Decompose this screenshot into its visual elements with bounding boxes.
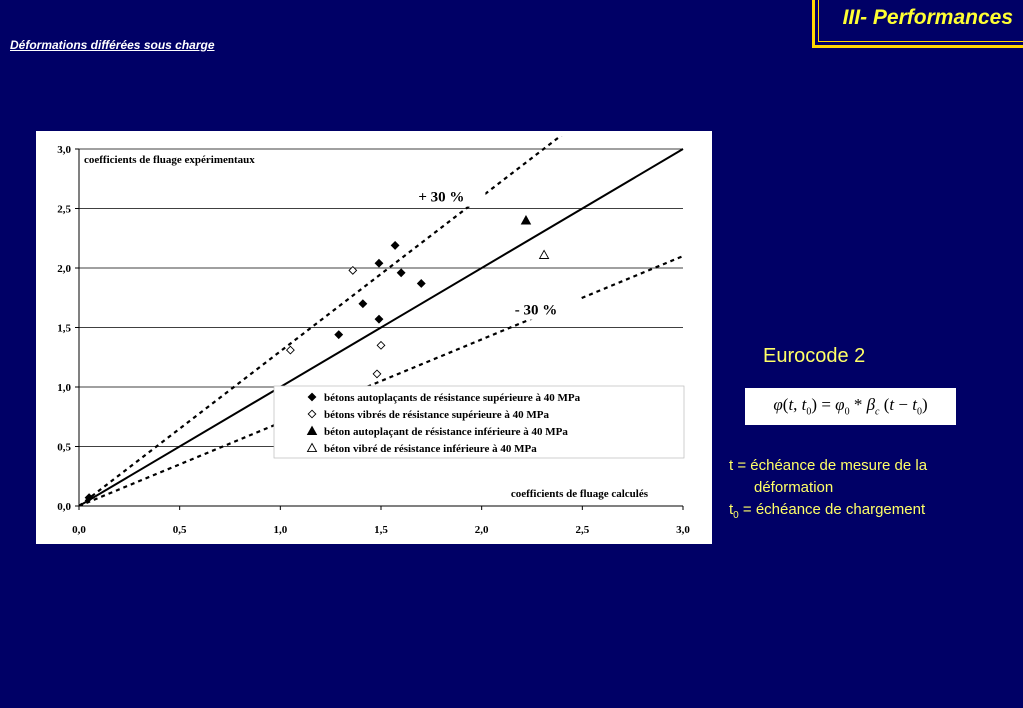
creep-chart-svg: [36, 131, 712, 544]
y-tick-label: 3,0: [57, 144, 71, 156]
legend-entry: béton autoplaçant de résistance inférieure à 40 MPa: [324, 426, 568, 438]
y-axis-title: coefficients de fluage expérimentaux: [84, 154, 255, 166]
x-tick-label: 2,5: [575, 524, 590, 536]
data-point: [375, 259, 383, 267]
x-tick-label: 1,0: [273, 524, 288, 536]
x-tick-label: 2,0: [474, 524, 489, 536]
definition-t0: [729, 501, 925, 521]
data-point: [397, 269, 405, 277]
y-tick-label: 1,0: [57, 382, 71, 394]
legend-entry: bétons autoplaçants de résistance supérieure à 40 MPa: [324, 392, 581, 404]
data-point: [540, 250, 549, 258]
data-point: [377, 342, 385, 350]
data-point: [287, 346, 295, 354]
creep-chart: [36, 131, 712, 544]
x-tick-label: 3,0: [676, 524, 690, 536]
y-tick-label: 2,5: [57, 203, 71, 216]
definition-t0-sub: 0: [733, 510, 739, 521]
slide-subtitle: Déformations différées sous charge: [10, 38, 215, 52]
definition-t0-text: = échéance de chargement: [738, 501, 926, 518]
definition-t0-var: t: [729, 501, 734, 518]
data-point: [335, 331, 343, 339]
creep-formula: φ(t, $t_0) = \varphi_0 * \beta_c$ $(t - t_0)$: [745, 388, 956, 425]
data-point: [375, 315, 383, 323]
data-point: [359, 300, 367, 308]
reference-line-dashed: [79, 256, 683, 506]
eurocode-label: Eurocode 2: [763, 345, 866, 367]
slide-title-frame: [812, 0, 1023, 48]
legend-entry: béton vibré de résistance inférieure à 40 MPa: [324, 443, 537, 455]
legend-entry: bétons vibrés de résistance supérieure à 40 MPa: [324, 409, 549, 421]
y-tick-label: 0,0: [57, 501, 71, 513]
slide-title: III- Performances: [842, 6, 1013, 29]
definition-t-cont: déformation: [754, 479, 834, 496]
x-tick-label: 1,5: [374, 524, 388, 536]
definition-t: t = échéance de mesure de la: [729, 457, 928, 474]
data-point: [373, 370, 381, 378]
y-tick-label: 2,0: [57, 263, 71, 275]
data-point: [521, 216, 530, 224]
y-tick-label: 0,5: [57, 441, 71, 454]
x-tick-label: 0,0: [72, 524, 86, 536]
x-tick-label: 0,5: [172, 524, 187, 536]
annotation-label: - 30 %: [514, 302, 558, 319]
x-axis-title: coefficients de fluage calculés: [510, 488, 648, 500]
data-point: [417, 280, 425, 288]
y-tick-label: 1,5: [57, 322, 71, 335]
annotation-label: + 30 %: [418, 189, 465, 206]
data-point: [391, 242, 399, 250]
